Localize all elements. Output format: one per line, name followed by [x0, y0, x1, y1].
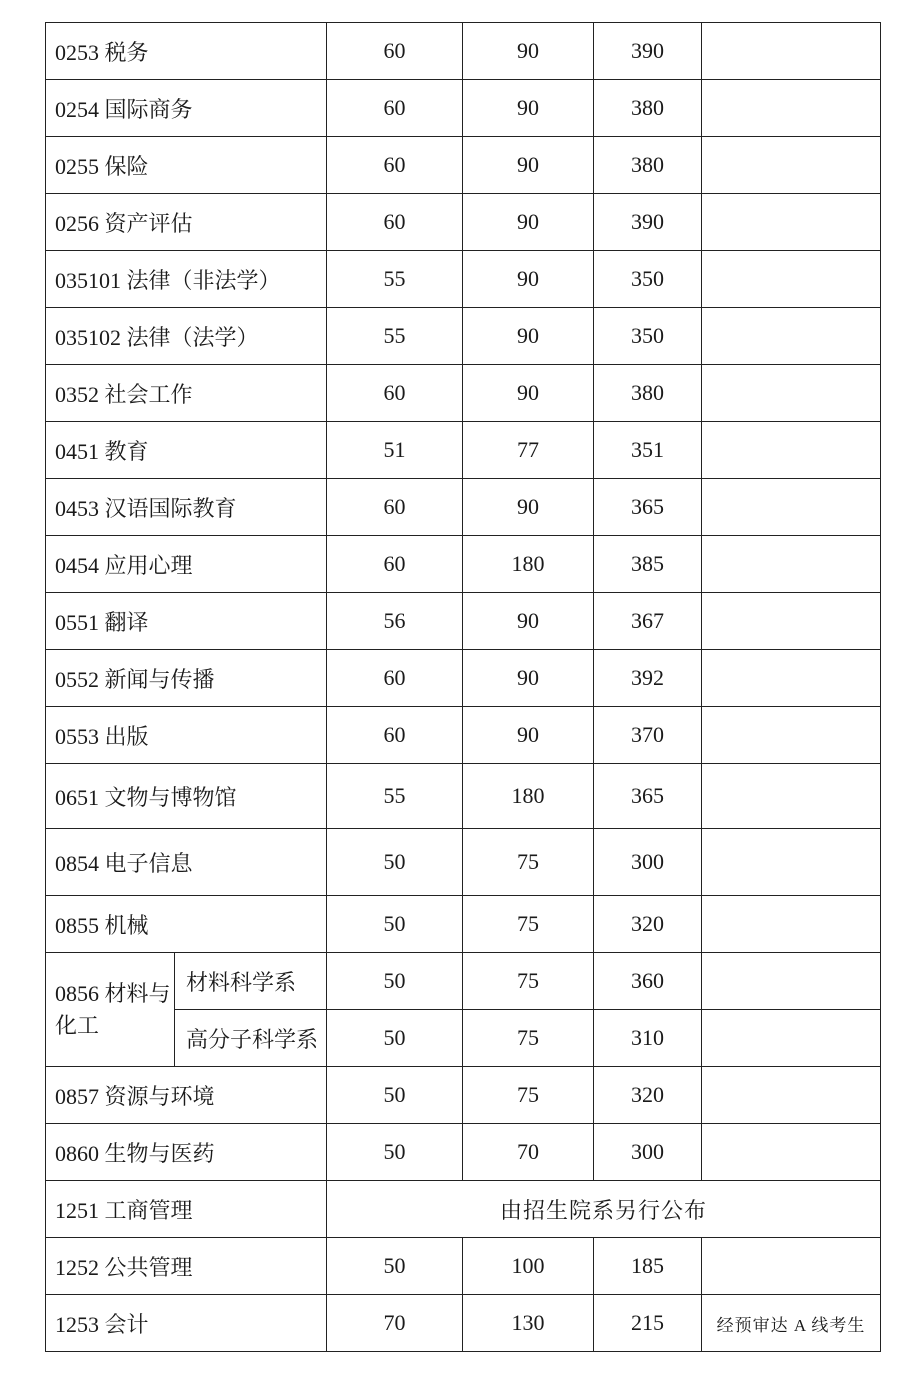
score-single-150: 180: [463, 764, 594, 829]
program-name: 0857 资源与环境: [46, 1067, 327, 1124]
score-total: 390: [594, 23, 702, 80]
score-single-150: 100: [463, 1238, 594, 1295]
remark: [702, 764, 881, 829]
table-row: [46, 1067, 881, 1124]
remark: [702, 829, 881, 896]
score-total: 360: [594, 953, 702, 1010]
program-name: 1251 工商管理: [46, 1181, 327, 1238]
remark: [702, 251, 881, 308]
table-row: [46, 829, 881, 896]
score-single-100: 55: [327, 251, 463, 308]
score-single-100: 60: [327, 536, 463, 593]
remark: [702, 593, 881, 650]
program-name: 1252 公共管理: [46, 1238, 327, 1295]
score-single-100: 60: [327, 23, 463, 80]
score-total: 370: [594, 707, 702, 764]
score-single-100: 56: [327, 593, 463, 650]
table-row: [46, 365, 881, 422]
program-name: 0651 文物与博物馆: [46, 764, 327, 829]
program-name: 0553 出版: [46, 707, 327, 764]
score-single-100: 60: [327, 137, 463, 194]
score-total: 351: [594, 422, 702, 479]
program-name: 0552 新闻与传播: [46, 650, 327, 707]
remark: [702, 707, 881, 764]
score-single-150: 180: [463, 536, 594, 593]
table-row: [46, 1181, 881, 1238]
remark: [702, 896, 881, 953]
remark: [702, 953, 881, 1010]
program-name: 035102 法律（法学）: [46, 308, 327, 365]
table-row: [46, 593, 881, 650]
remark: [702, 536, 881, 593]
program-name: 0453 汉语国际教育: [46, 479, 327, 536]
score-single-150: 90: [463, 23, 594, 80]
score-total: 380: [594, 137, 702, 194]
table-row: [46, 1295, 881, 1352]
score-total: 380: [594, 365, 702, 422]
remark: [702, 23, 881, 80]
program-name: 0451 教育: [46, 422, 327, 479]
remark: [702, 1238, 881, 1295]
remark: [702, 479, 881, 536]
department-name: 材料科学系: [175, 953, 327, 1010]
score-total: 185: [594, 1238, 702, 1295]
table-row: [46, 764, 881, 829]
remark: [702, 137, 881, 194]
program-name: 0256 资产评估: [46, 194, 327, 251]
score-single-150: 90: [463, 251, 594, 308]
score-single-100: 55: [327, 764, 463, 829]
score-single-150: 75: [463, 953, 594, 1010]
score-single-150: 130: [463, 1295, 594, 1352]
remark: [702, 194, 881, 251]
score-single-150: 75: [463, 829, 594, 896]
score-single-100: 60: [327, 365, 463, 422]
score-single-150: 90: [463, 365, 594, 422]
score-single-100: 60: [327, 479, 463, 536]
score-table: [45, 22, 881, 1352]
program-name: 0454 应用心理: [46, 536, 327, 593]
score-total: 215: [594, 1295, 702, 1352]
merged-note: 由招生院系另行公布: [327, 1181, 881, 1238]
score-single-100: 50: [327, 953, 463, 1010]
program-name: 0860 生物与医药: [46, 1124, 327, 1181]
score-total: 392: [594, 650, 702, 707]
score-total: 310: [594, 1010, 702, 1067]
score-single-100: 50: [327, 1010, 463, 1067]
remark: [702, 1124, 881, 1181]
department-name: 高分子科学系: [175, 1010, 327, 1067]
program-name: 0253 税务: [46, 23, 327, 80]
score-single-100: 50: [327, 1238, 463, 1295]
score-single-100: 55: [327, 308, 463, 365]
remark: 经预审达 A 线考生: [702, 1295, 881, 1352]
score-total: 365: [594, 479, 702, 536]
score-single-100: 50: [327, 829, 463, 896]
score-single-150: 90: [463, 707, 594, 764]
score-total: 320: [594, 1067, 702, 1124]
score-single-150: 75: [463, 1067, 594, 1124]
table-row: [46, 23, 881, 80]
program-name: 0255 保险: [46, 137, 327, 194]
program-name: 0854 电子信息: [46, 829, 327, 896]
table-row: [46, 707, 881, 764]
score-single-150: 90: [463, 650, 594, 707]
score-single-100: 50: [327, 1124, 463, 1181]
score-single-100: 60: [327, 80, 463, 137]
table-row: [46, 896, 881, 953]
program-name: 0856 材料与化工: [46, 953, 175, 1067]
table-row: [46, 194, 881, 251]
remark: [702, 308, 881, 365]
score-single-100: 60: [327, 650, 463, 707]
table-row: [46, 308, 881, 365]
score-single-150: 75: [463, 1010, 594, 1067]
table-row: [46, 953, 881, 1010]
score-single-100: 70: [327, 1295, 463, 1352]
table-row: [46, 251, 881, 308]
score-single-150: 75: [463, 896, 594, 953]
score-single-150: 77: [463, 422, 594, 479]
remark: [702, 650, 881, 707]
table-row: [46, 536, 881, 593]
remark: [702, 422, 881, 479]
program-name: 0855 机械: [46, 896, 327, 953]
remark: [702, 365, 881, 422]
remark: [702, 1067, 881, 1124]
score-total: 367: [594, 593, 702, 650]
remark: [702, 1010, 881, 1067]
score-total: 300: [594, 1124, 702, 1181]
table-row: [46, 1238, 881, 1295]
table-row: [46, 137, 881, 194]
score-single-100: 60: [327, 707, 463, 764]
score-single-150: 90: [463, 593, 594, 650]
program-name: 0352 社会工作: [46, 365, 327, 422]
score-total: 385: [594, 536, 702, 593]
program-name: 0254 国际商务: [46, 80, 327, 137]
score-single-150: 90: [463, 137, 594, 194]
score-total: 300: [594, 829, 702, 896]
program-name: 0551 翻译: [46, 593, 327, 650]
score-single-100: 50: [327, 1067, 463, 1124]
score-total: 380: [594, 80, 702, 137]
table-row: [46, 1124, 881, 1181]
score-total: 390: [594, 194, 702, 251]
score-total: 350: [594, 308, 702, 365]
score-single-150: 70: [463, 1124, 594, 1181]
table-row: [46, 422, 881, 479]
score-single-100: 60: [327, 194, 463, 251]
table-row: [46, 80, 881, 137]
score-single-150: 90: [463, 308, 594, 365]
score-single-150: 90: [463, 194, 594, 251]
score-single-150: 90: [463, 80, 594, 137]
table-row: [46, 650, 881, 707]
remark: [702, 80, 881, 137]
table-row: [46, 479, 881, 536]
score-single-150: 90: [463, 479, 594, 536]
score-total: 350: [594, 251, 702, 308]
score-total: 320: [594, 896, 702, 953]
program-name: 1253 会计: [46, 1295, 327, 1352]
program-name: 035101 法律（非法学）: [46, 251, 327, 308]
score-single-100: 50: [327, 896, 463, 953]
score-single-100: 51: [327, 422, 463, 479]
score-total: 365: [594, 764, 702, 829]
